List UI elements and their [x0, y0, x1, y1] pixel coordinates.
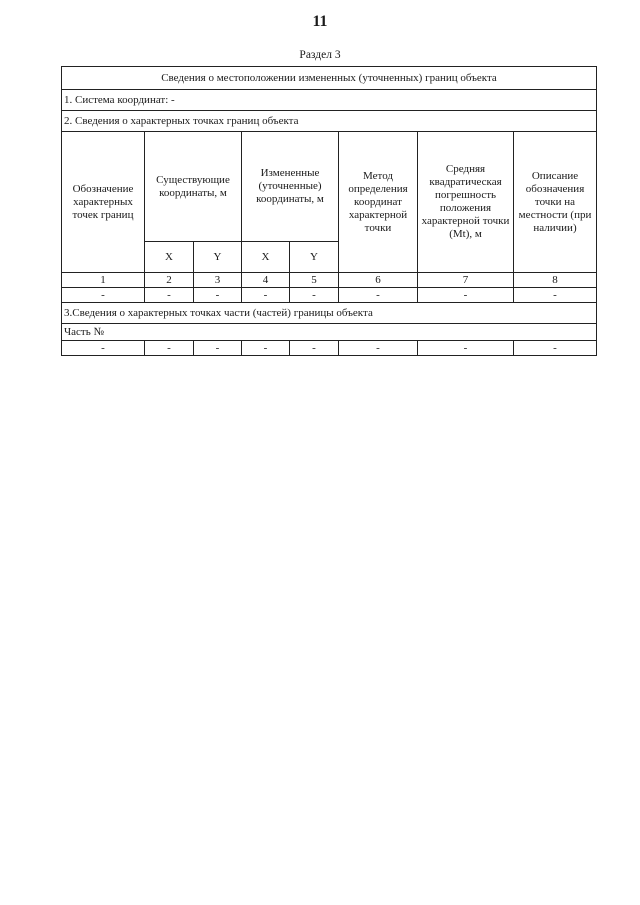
table-cell: -: [62, 288, 145, 303]
subheader-y-changed: Y: [290, 242, 339, 273]
part-number-label: Часть №: [62, 324, 597, 341]
table-cell: -: [290, 341, 339, 356]
column-number: 2: [145, 273, 194, 288]
header-mse: Средняя квадратическая погрешность положения характерной точки (Mt), м: [418, 132, 514, 273]
subheader-x-existing: X: [145, 242, 194, 273]
table-cell: -: [339, 341, 418, 356]
header-designation: Обозначение характерных точек границ: [62, 132, 145, 273]
header-description: Описание обозначения точки на местности (при наличии): [514, 132, 597, 273]
section3-title: 3.Сведения о характерных точках части (частей) границы объекта: [62, 303, 597, 324]
table-cell: -: [418, 341, 514, 356]
column-number: 7: [418, 273, 514, 288]
table-cell: -: [194, 341, 242, 356]
page-number: 11: [312, 13, 328, 30]
column-number: 1: [62, 273, 145, 288]
subheader-y-existing: Y: [194, 242, 242, 273]
table-cell: -: [418, 288, 514, 303]
column-number: 3: [194, 273, 242, 288]
column-number: 5: [290, 273, 339, 288]
header-existing-coords: Существующие координаты, м: [145, 132, 242, 242]
table-cell: -: [290, 288, 339, 303]
table-cell: -: [145, 341, 194, 356]
table-row: [62, 288, 597, 303]
table-cell: -: [194, 288, 242, 303]
subheader-x-changed: X: [242, 242, 290, 273]
column-number: 6: [339, 273, 418, 288]
column-number: 4: [242, 273, 290, 288]
section2-title: 2. Сведения о характерных точках границ объекта: [62, 111, 597, 132]
table-row: [62, 341, 597, 356]
section-label: Раздел 3: [299, 49, 341, 61]
column-number: 8: [514, 273, 597, 288]
table-cell: -: [514, 341, 597, 356]
table-cell: -: [62, 341, 145, 356]
coordinate-system-row: 1. Система координат: -: [62, 90, 597, 111]
boundary-points-table: [61, 66, 597, 356]
header-changed-coords: Измененные (уточненные) координаты, м: [242, 132, 339, 242]
table-cell: -: [242, 341, 290, 356]
column-numbers-row: [62, 273, 597, 288]
table-title: Сведения о местоположении измененных (уточненных) границ объекта: [62, 67, 597, 90]
table-cell: -: [145, 288, 194, 303]
table-cell: -: [514, 288, 597, 303]
header-method: Метод определения координат характерной точки: [339, 132, 418, 273]
table-cell: -: [339, 288, 418, 303]
table-cell: -: [242, 288, 290, 303]
